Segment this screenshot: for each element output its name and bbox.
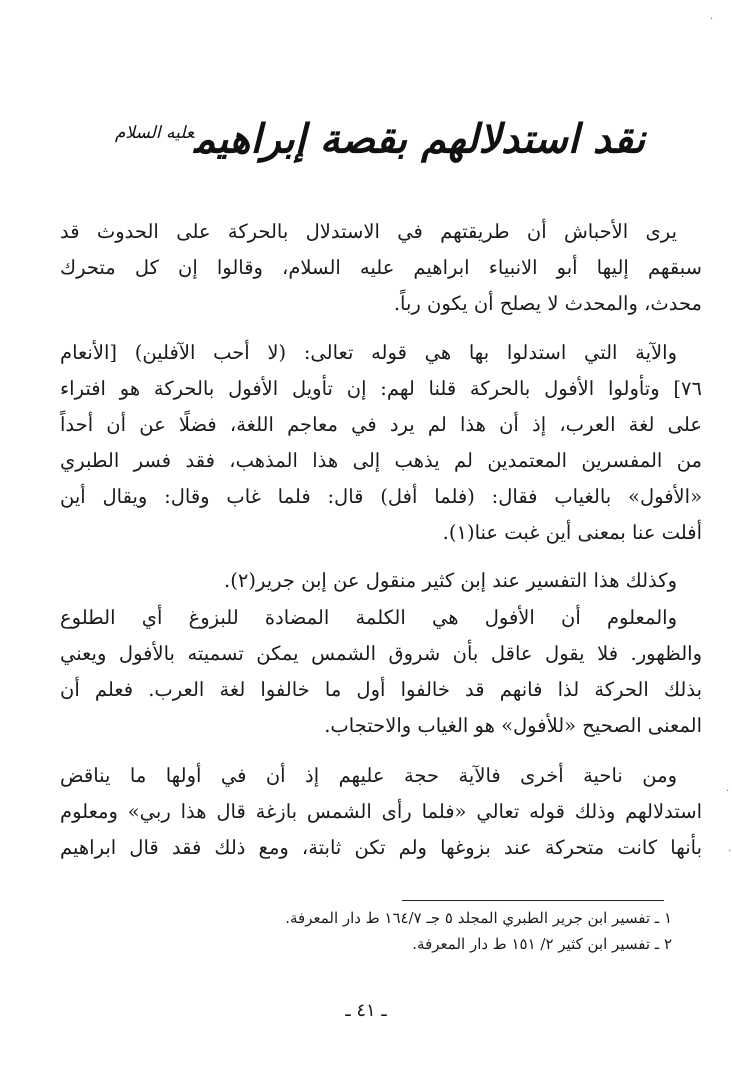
- paragraph-1-line-2: سبقهم إليها أبو الانبياء ابراهيم عليه السلام، وقالوا إن كل متحرك: [60, 256, 702, 279]
- page-number: ـ ٤١ ـ: [345, 1000, 387, 1021]
- heading-honorific: عليه السلام: [114, 123, 195, 143]
- paragraph-4-line-2: والظهور. فلا يقول عاقل بأن شروق الشمس يمكن تسميته بالأفول ويعني: [60, 642, 702, 665]
- paragraph-4-line-1: والمعلوم أن الأفول هي الكلمة المضادة للبزوغ أي الطلوع: [60, 606, 677, 629]
- scan-speck: ·: [726, 786, 730, 797]
- paragraph-2-line-3: على لغة العرب، إذ أن هذا لم يرد في معاجم اللغة، فضلًا عن أن أحداً: [60, 413, 702, 436]
- paragraph-5-line-2: استدلالهم وذلك قوله تعالي «فلما رأى الشمس بازغة قال هذا ربي» ومعلوم: [60, 800, 702, 823]
- scan-speck: ·: [728, 846, 732, 857]
- paragraph-5-line-3: بأنها كانت متحركة عند بزوغها ولم تكن ثابتة، ومع ذلك فقد قال ابراهيم: [60, 836, 702, 859]
- paragraph-4-line-3: بذلك الحركة لذا فانهم قد خالفوا أول ما خالفوا لغة العرب. فعلم أن: [60, 678, 702, 701]
- paragraph-2-line-6: أفلت عنا بمعنى أين غبت عنا(١).: [442, 521, 702, 544]
- paragraph-1-line-3: محدث، والمحدث لا يصلح أن يكون رباً.: [393, 292, 702, 315]
- section-heading: [100, 104, 660, 168]
- paragraph-2-line-4: من المفسرين المعتمدين لم يذهب إلى هذا المذهب، فقد فسر الطبري: [60, 449, 702, 472]
- paragraph-5-line-1: ومن ناحية أخرى فالآية حجة عليهم إذ أن في أولها ما يناقض: [60, 764, 677, 787]
- paragraph-2-line-5: «الأفول» بالغياب فقال: (فلما أفل) قال: فلما غاب وقال: ويقال أين: [60, 485, 702, 508]
- paragraph-4-line-4: المعنى الصحيح «للأفول» هو الغياب والاحتجاب.: [324, 714, 702, 737]
- paragraph-2-line-1: والآية التي استدلوا بها هي قوله تعالى: (لا أحب الآفلين) [الأنعام: [60, 341, 677, 364]
- paragraph-2-line-2: ٧٦] وتأولوا الأفول بالحركة قلنا لهم: إن تأويل الأفول بالحركة هو افتراء: [60, 377, 702, 400]
- paragraph-3-line-1: وكذلك هذا التفسير عند إبن كثير منقول عن إبن جرير(٢).: [224, 569, 677, 592]
- scan-speck: ·: [710, 14, 714, 25]
- footnote-1: ١ ـ تفسير ابن جرير الطبري المجلد ٥ جـ ١٦٤/٧ ط دار المعرفة.: [285, 909, 672, 927]
- paragraph-1-line-1: يرى الأحباش أن طريقتهم في الاستدلال بالحركة على الحدوث قد: [60, 220, 677, 243]
- footnote-divider: [402, 900, 664, 901]
- heading-title: نقد استدلالهم بقصة إبراهيم: [194, 115, 646, 163]
- footnote-2: ٢ ـ تفسير ابن كثير ٢/ ١٥١ ط دار المعرفة.: [412, 935, 672, 953]
